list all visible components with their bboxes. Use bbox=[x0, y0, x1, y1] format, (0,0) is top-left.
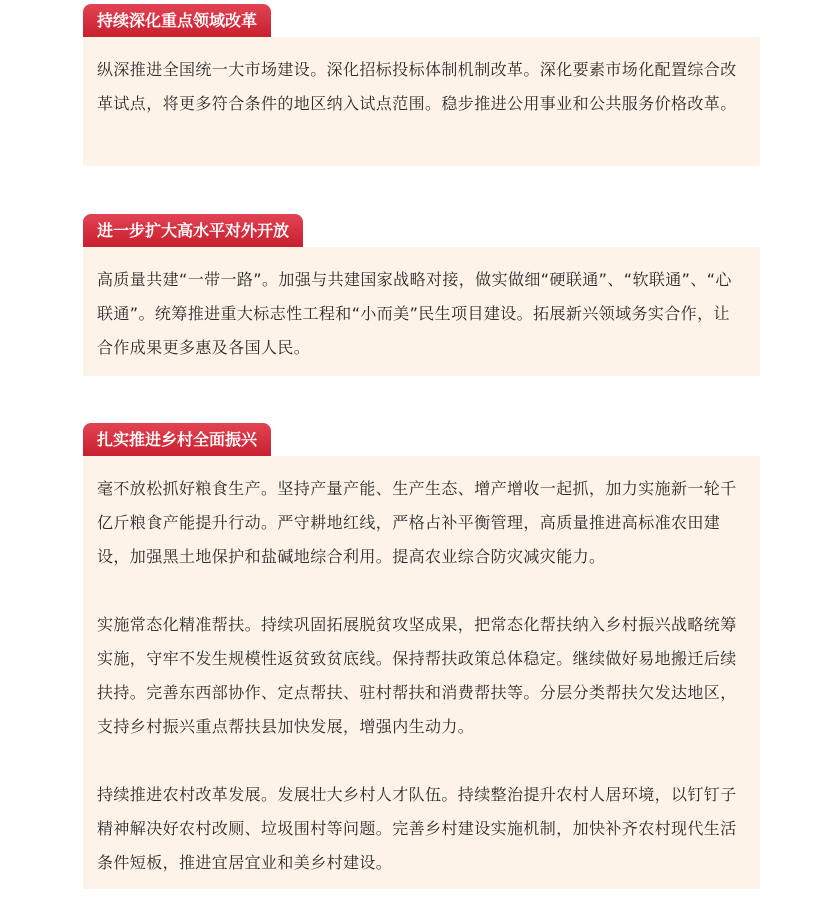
section-title: 扎实推进乡村全面振兴 bbox=[83, 423, 271, 456]
section-title: 持续深化重点领域改革 bbox=[83, 4, 271, 37]
section-card bbox=[83, 456, 760, 889]
section-title: 进一步扩大高水平对外开放 bbox=[83, 214, 303, 247]
section-reform bbox=[83, 4, 760, 166]
section-opening-up bbox=[83, 214, 760, 376]
paragraph: 持续推进农村改革发展。发展壮大乡村人才队伍。持续整治提升农村人居环境，以钉钉子精神解决好农村改厕、垃圾围村等问题。完善乡村建设实施机制，加快补齐农村现代生活条件短板，推进宜居宜业和美乡村建设。 bbox=[97, 785, 737, 872]
paragraph: 高质量共建“一带一路”。加强与共建国家战略对接，做实做细“硬联通”、“软联通”、“心联通”。统筹推进重大标志性工程和“小而美”民生项目建设。拓展新兴领域务实合作，让合作成果更多惠及各国人民。 bbox=[97, 270, 732, 357]
section-rural-revitalization bbox=[83, 423, 760, 889]
paragraph: 实施常态化精准帮扶。持续巩固拓展脱贫攻坚成果，把常态化帮扶纳入乡村振兴战略统筹实施，守牢不发生规模性返贫致贫底线。保持帮扶政策总体稳定。继续做好易地搬迁后续扶持。完善东西部协作、定点帮扶、驻村帮扶和消费帮扶等。分层分类帮扶欠发达地区，支持乡村振兴重点帮扶县加快发展，增强内生动力。 bbox=[97, 615, 737, 736]
section-card bbox=[83, 37, 760, 166]
paragraph: 纵深推进全国统一大市场建设。深化招标投标体制机制改革。深化要素市场化配置综合改革试点，将更多符合条件的地区纳入试点范围。稳步推进公用事业和公共服务价格改革。 bbox=[97, 60, 737, 113]
paragraph: 毫不放松抓好粮食生产。坚持产量产能、生产生态、增产增收一起抓，加力实施新一轮千亿斤粮食产能提升行动。严守耕地红线，严格占补平衡管理，高质量推进高标准农田建设，加强黑土地保护和盐碱地综合利用。提高农业综合防灾减灾能力。 bbox=[97, 479, 737, 566]
section-card bbox=[83, 247, 760, 376]
